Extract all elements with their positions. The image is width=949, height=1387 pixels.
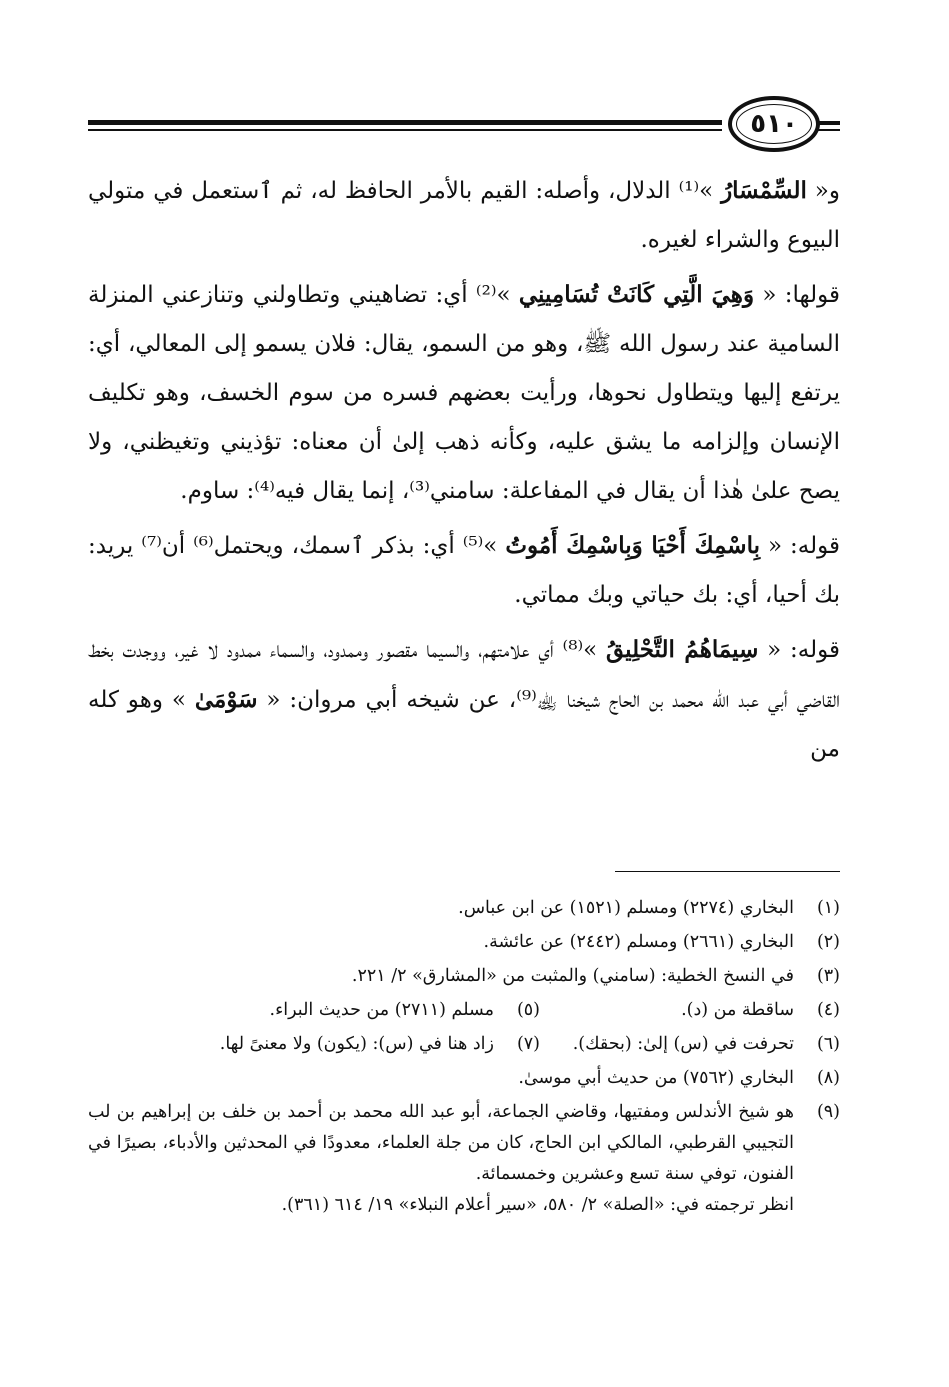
paragraph-simahum: [88, 625, 840, 774]
page-number-badge: [728, 96, 820, 152]
paragraph-bismika: [88, 521, 840, 620]
footnote-text: زاد هنا في (س): (يكون) ولا معنىً لها.: [219, 1034, 494, 1054]
footnote-text: البخاري (٧٥٦٢) من حديث أبي موسىٰ.: [518, 1068, 794, 1088]
paragraph-text: »⁽⁵⁾ أي: بذكر ٱسمك، ويحتمل⁽⁶⁾ أن⁽⁷⁾ يريد: بك أحيا، أي: بك حياتي وبك مماتي.: [88, 533, 840, 608]
footnote-4: [540, 995, 840, 1026]
header-rule-thick: [88, 120, 722, 125]
footnote-5: [88, 995, 540, 1026]
footnote-reference: انظر ترجمته في: «الصلة» ٢/ ٥٨٠، «سير أعلام النبلاء» ١٩/ ٦١٤ (٣٦١).: [281, 1195, 794, 1215]
footnote-text: مسلم (٢٧١١) من حديث البراء.: [269, 1000, 494, 1020]
header-rule-right-thin: [816, 129, 840, 131]
footnote-number: (٣): [816, 966, 840, 986]
footnote-number: (٨): [816, 1068, 840, 1088]
footnote-text: ساقطة من (د).: [681, 1000, 794, 1020]
footnote-text: [88, 1097, 794, 1221]
paragraph-simsar: [88, 166, 840, 265]
paragraph-text: و«: [806, 178, 840, 204]
footnote-number: (٤): [816, 1000, 840, 1020]
footnote-text: البخاري (٢٢٧٤) ومسلم (١٥٢١) عن ابن عباس.: [458, 898, 794, 918]
paragraph-text: قوله: «: [758, 637, 840, 663]
footnote-separator: [615, 871, 840, 872]
paragraph-text: قولها: «: [754, 282, 840, 308]
quoted-term: بِاسْمِكَ أَحْيَا وَبِاسْمِكَ أَمُوتُ: [505, 532, 760, 559]
footnote-number: (٥): [516, 1000, 540, 1020]
footnote-number: (٧): [516, 1034, 540, 1054]
footnote-8: [88, 1063, 840, 1094]
paragraph-text: قوله: «: [759, 533, 840, 559]
paragraph-text: » وهو كله من: [88, 687, 840, 762]
page-number: ٥١٠: [750, 109, 798, 139]
footnote-biography: هو شيخ الأندلس ومفتيها، وقاضي الجماعة، أبو عبد الله محمد بن أحمد بن خلف بن إبراهيم بن لب التجيبي القرطبي، المالكي ابن الحاج، كان من جلة العلماء، معدودًا في المحدثين والأدباء، بصيرًا في الفنون، توفي سنة تسع وعشرين وخمسمائة.: [88, 1102, 794, 1184]
footnote-number: (٦): [816, 1034, 840, 1054]
header-rule-thin: [88, 129, 722, 131]
footnote-1: [88, 893, 840, 924]
footnote-2: [88, 927, 840, 958]
footnotes: [88, 893, 840, 1224]
paragraph-tusamini: [88, 270, 840, 516]
footnote-number: (١): [816, 898, 840, 918]
quoted-term: السِّمْسَارُ: [721, 177, 807, 204]
footnote-6: [540, 1029, 840, 1060]
footnote-number: (٢): [816, 932, 840, 952]
footnote-text: البخاري (٢٦٦١) ومسلم (٢٤٤٢) عن عائشة.: [483, 932, 794, 952]
quoted-term: وَهِيَ الَّتِي كَانَتْ تُسَامِينِي: [518, 281, 755, 308]
footnote-number: (٩): [816, 1102, 840, 1122]
paragraph-text: »⁽²⁾ أي: تضاهيني وتطاولني وتنازعني المنزلة السامية عند رسول الله ﷺ، وهو من السمو، يقال: فلان يسمو إلى المعالي، أي: يرتفع إليها ويتطاول نحوها، ورأيت بعضهم فسره من سوم الخسف، وهو تكليف الإنسان وإلزامه ما يشق عليه، وكأنه ذهب إلىٰ أن معناه: تؤذيني وتغيظني، ولا يصح علىٰ هٰذا أن يقال في المفاعلة: سامني⁽³⁾، إنما يقال فيه⁽⁴⁾: ساوم.: [88, 282, 840, 504]
main-text: [88, 166, 840, 779]
footnote-text: تحرفت في (س) إلىٰ: (بحقك).: [572, 1034, 794, 1054]
quoted-term: سَوْمَىٰ: [194, 686, 258, 713]
footnote-7: [88, 1029, 540, 1060]
footnote-pair-4-5: [88, 995, 840, 1026]
footnote-3: [88, 961, 840, 992]
paragraph-text: »⁽⁸⁾ أي علامتهم، والسيما مقصور وممدود، والسماء ممدود لا غير، ووجدت بخط القاضي أبي عبد الله محمد بن الحاج شيخنا ﵀⁽⁹⁾، عن شيخه أبي مروان: «: [88, 637, 840, 713]
page-header: [88, 96, 840, 160]
footnote-text: في النسخ الخطية: (سامني) والمثبت من «المشارق» ٢/ ٢٢١.: [351, 966, 794, 986]
paragraph-text: »⁽¹⁾ الدلال، وأصله: القيم بالأمر الحافظ له، ثم ٱستعمل في متولي البيوع والشراء لغيره.: [88, 178, 840, 253]
quoted-term: سِيمَاهُمُ التَّحْلِيقُ: [605, 636, 759, 663]
footnote-pair-6-7: [88, 1029, 840, 1060]
footnote-9: [88, 1097, 840, 1221]
